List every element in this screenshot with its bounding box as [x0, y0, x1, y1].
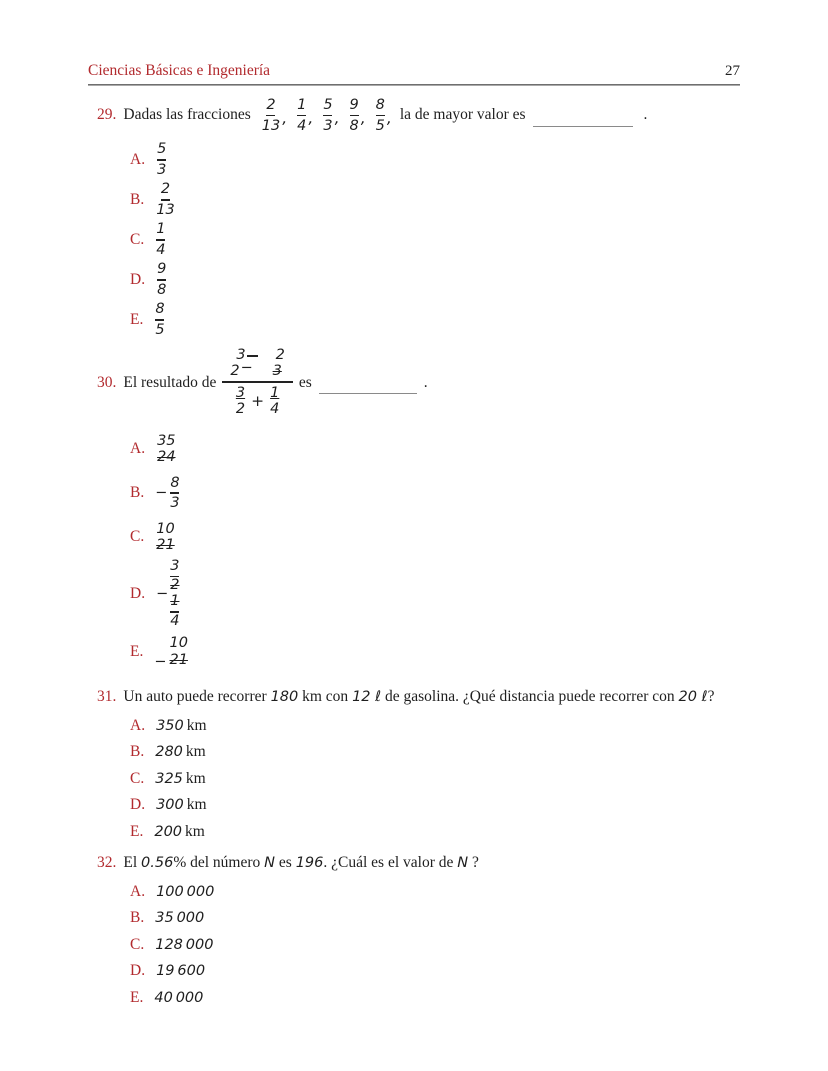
fraction-stack: [296, 97, 307, 134]
fraction: [235, 385, 246, 417]
question-31: [97, 688, 740, 706]
option-value: 40 000: [154, 989, 204, 1006]
text-segment: . ¿Cuál es el valor de: [323, 853, 458, 871]
question-29: [97, 97, 740, 134]
blank-line: [533, 110, 633, 127]
text-segment: El: [123, 853, 142, 871]
option-row: [130, 962, 740, 980]
option-label: E.: [130, 310, 144, 328]
fraction-bar: [170, 492, 179, 493]
option-row: [130, 221, 740, 259]
text-segment: ?: [468, 853, 479, 871]
option-row: [130, 517, 740, 557]
numerator: 8: [170, 474, 180, 491]
option-unit: km: [185, 769, 206, 787]
math-segment: 196: [295, 854, 324, 871]
numerator: 9: [349, 97, 359, 113]
question-text-before: El resultado de: [123, 373, 217, 391]
option-unit: km: [186, 716, 207, 734]
blank-line: [319, 377, 417, 394]
option-unit: km: [186, 796, 207, 814]
option-value: 19 600: [156, 963, 206, 980]
fraction: [261, 97, 287, 134]
option-label: E.: [130, 988, 144, 1006]
numerator: 1: [270, 384, 280, 401]
fraction-bar: [156, 239, 165, 240]
option-label: B.: [130, 743, 145, 761]
option-unit: km: [185, 822, 205, 840]
fraction: [349, 97, 366, 134]
denominator: 21: [156, 537, 175, 554]
minus-sign: −: [155, 485, 168, 502]
fraction-bar: [161, 199, 170, 200]
fraction-stack: [322, 97, 333, 134]
option-fraction: [155, 181, 175, 218]
math-segment: 20 ℓ: [678, 688, 708, 705]
question-text: [123, 97, 647, 134]
option-value: 128 000: [155, 936, 214, 953]
option-label: C.: [130, 230, 145, 248]
text-segment: de gasolina. ¿Qué distancia puede recorrer con: [381, 687, 679, 705]
option-label: B.: [130, 484, 145, 502]
numerator: 10: [169, 635, 188, 652]
numerator: 1: [297, 97, 307, 113]
option-row: [130, 909, 740, 927]
fraction-list: [261, 97, 392, 134]
question-text-after: la de mayor valor es: [399, 106, 526, 124]
option-row: [130, 743, 740, 761]
option-value: 35 000: [155, 910, 205, 927]
denominator: 3: [157, 162, 167, 179]
page-header: [88, 62, 740, 80]
denominator: 4: [270, 400, 280, 417]
option-row: [130, 989, 740, 1007]
complex-fraction-numerator: [222, 348, 292, 381]
fraction-bar: [323, 115, 332, 116]
options-q30: [130, 429, 740, 672]
mini-denominator-row: [230, 359, 253, 380]
question-number: 30.: [97, 373, 117, 391]
option-label: A.: [130, 440, 146, 458]
denominator: 2: [170, 577, 180, 594]
question-text-after: es: [298, 373, 312, 391]
denominator: 13: [261, 117, 281, 134]
fraction-stack: [349, 97, 360, 134]
plus-operator: +: [251, 391, 265, 410]
text-segment: km con: [298, 687, 353, 705]
option-label: A.: [130, 150, 146, 168]
option-row: [130, 823, 740, 841]
option-row: [130, 181, 740, 219]
option-label: D.: [130, 796, 146, 814]
fraction: [375, 97, 392, 134]
option-value: 350: [156, 717, 184, 734]
denominator: 3: [323, 117, 333, 134]
minus-operator: −: [240, 359, 253, 376]
numerator: 5: [157, 141, 167, 158]
fraction: [269, 385, 280, 417]
question-number: 29.: [97, 106, 117, 124]
text-segment: Un auto puede recorrer: [123, 687, 271, 705]
option-fraction: [154, 301, 165, 338]
page-title: Ciencias Básicas e Ingeniería: [88, 62, 271, 79]
complex-fraction: [222, 348, 292, 417]
numerator: 35: [157, 432, 176, 449]
fraction-bar: [266, 115, 275, 116]
option-fraction: [169, 475, 180, 512]
numerator: 8: [155, 301, 165, 318]
question-text: [123, 348, 427, 417]
fraction-stack: [261, 97, 281, 134]
denominator: 24: [157, 449, 176, 466]
denominator: 4: [297, 117, 307, 134]
mini-fraction: [230, 348, 257, 379]
math-segment: 0.56: [141, 854, 174, 871]
math-segment: N: [264, 854, 276, 871]
mini-denominator-row: [273, 364, 282, 380]
option-row: [130, 632, 740, 672]
question-30: [97, 348, 740, 417]
options-q31: [130, 717, 740, 841]
denominator: 8: [349, 117, 359, 134]
option-row: [130, 261, 740, 299]
denominator: 4: [156, 242, 166, 259]
numerator: 1: [156, 221, 166, 238]
option-value: 300: [156, 797, 184, 814]
option-row: [130, 141, 740, 179]
fraction-bar: [157, 159, 166, 160]
numerator: 2: [266, 97, 276, 113]
question-text: [123, 854, 478, 872]
numerator: 9: [157, 261, 167, 278]
option-label: B.: [130, 190, 145, 208]
question-text: [123, 688, 714, 706]
math-segment: 12 ℓ: [352, 688, 382, 705]
numerator: 5: [323, 97, 333, 113]
option-label: A.: [130, 716, 146, 734]
comma: ,: [308, 109, 314, 128]
option-row: [130, 717, 740, 735]
option-label: C.: [130, 769, 145, 787]
fraction-bar: [297, 115, 306, 116]
fraction-bar: [247, 355, 258, 356]
comma: ,: [282, 109, 288, 128]
option-label: D.: [130, 962, 146, 980]
fraction-bar: [350, 115, 359, 116]
mini-fraction: [270, 348, 285, 379]
option-label: D.: [130, 585, 146, 603]
option-fraction: [156, 433, 176, 465]
option-label: E.: [130, 642, 144, 660]
option-unit: km: [185, 743, 206, 761]
denominator: 5: [155, 322, 165, 339]
option-label: D.: [130, 270, 146, 288]
numerator: 10: [156, 520, 175, 537]
option-value: 100 000: [156, 883, 215, 900]
numerator: 8: [375, 97, 385, 113]
option-fraction: [155, 221, 166, 258]
question-number: 32.: [97, 853, 117, 871]
fraction: [296, 97, 313, 134]
mini-numerator-row: [270, 348, 285, 364]
option-fraction: [156, 261, 167, 298]
minus-sign: −: [156, 586, 169, 603]
option-value: 325: [155, 770, 183, 787]
denominator: 21: [169, 651, 188, 668]
options-q32: [130, 883, 740, 1007]
text-segment: ?: [707, 687, 715, 705]
numerator: 3: [235, 384, 246, 401]
options-q29: [130, 141, 740, 339]
fraction-bar: [155, 319, 164, 320]
denominator: 4: [170, 612, 180, 629]
option-row: [130, 429, 740, 469]
compound-fraction: [170, 559, 179, 630]
complex-fraction-denominator: [235, 383, 280, 417]
period: .: [643, 106, 648, 124]
option-label: C.: [130, 528, 145, 546]
comma: ,: [334, 109, 340, 128]
comma: ,: [360, 109, 366, 128]
fraction-bar: [157, 279, 166, 280]
option-fraction: [155, 521, 175, 553]
fraction-stack: [375, 97, 386, 134]
denominator: 5: [375, 117, 385, 134]
fraction-bar: [376, 115, 385, 116]
option-label: B.: [130, 909, 145, 927]
option-row: [130, 770, 740, 788]
denominator: 8: [157, 282, 167, 299]
question-number: 31.: [97, 687, 117, 705]
option-label: C.: [130, 935, 145, 953]
question-text-before: Dadas las fracciones: [123, 106, 251, 124]
math-segment: N: [457, 854, 469, 871]
page-number: 27: [725, 63, 740, 79]
denominator: 13: [156, 202, 175, 219]
numerator: 3: [236, 346, 246, 363]
fraction: [322, 97, 339, 134]
denominator: 3: [170, 495, 180, 512]
math-segment: 180: [270, 688, 299, 705]
minus-sign: −: [154, 653, 167, 670]
numerator: 1: [170, 593, 180, 610]
option-row: [130, 883, 740, 901]
option-row: [130, 936, 740, 954]
option-fraction: [156, 141, 167, 178]
numerator: 2: [275, 346, 285, 363]
option-fraction: [169, 635, 189, 667]
question-32: [97, 854, 740, 872]
denominator: 2: [230, 362, 240, 379]
option-row: [130, 796, 740, 814]
text-segment: % del número: [173, 853, 265, 871]
comma: ,: [386, 109, 392, 128]
option-row: [130, 471, 740, 515]
option-row: [130, 559, 740, 630]
text-segment: es: [275, 853, 296, 871]
option-label: E.: [130, 822, 144, 840]
option-value: 200: [154, 823, 183, 840]
header-rule: [88, 84, 740, 86]
option-row: [130, 301, 740, 339]
denominator: 2: [235, 400, 246, 417]
numerator: 3: [170, 558, 180, 575]
option-label: A.: [130, 882, 146, 900]
option-value: 280: [155, 744, 183, 761]
denominator: 3: [272, 362, 282, 379]
period: .: [423, 373, 428, 391]
numerator: 2: [160, 181, 171, 198]
